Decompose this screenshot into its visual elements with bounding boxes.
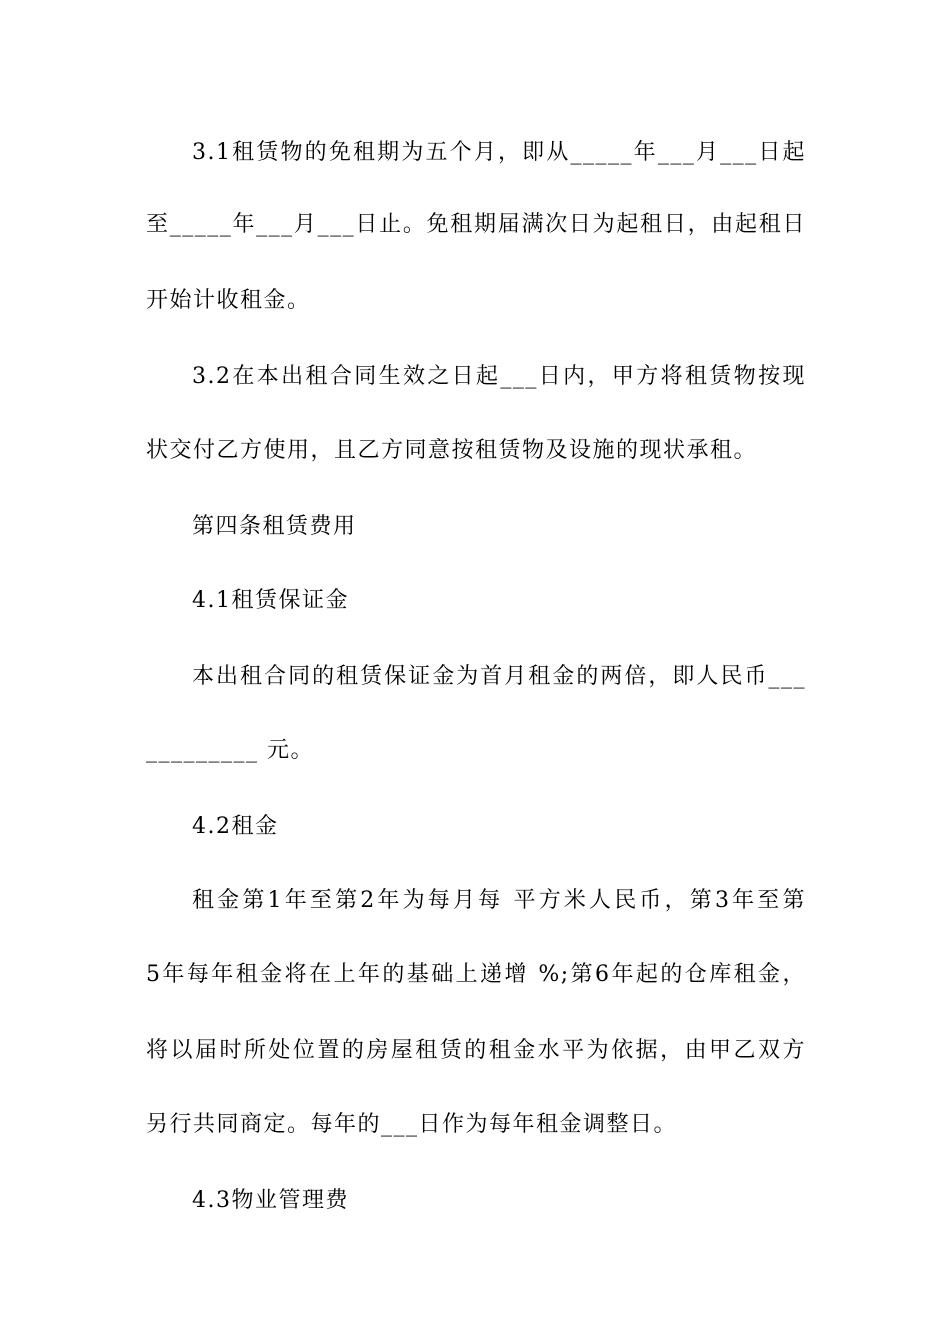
paragraph-3-2-line-2: 状交付乙方使用，且乙方同意按租赁物及设施的现状承租。 bbox=[146, 438, 758, 463]
subsection-4-1-heading: 4.1租赁保证金 bbox=[192, 588, 349, 613]
paragraph-4-2-line-2: 5年每年租金将在上年的基础上递增 %;第6年起的仓库租金， bbox=[146, 962, 806, 987]
paragraph-4-2-line-3: 将以届时所处位置的房屋租赁的租金水平为依据，由甲乙双方 bbox=[146, 1038, 806, 1063]
subsection-4-3-heading: 4.3物业管理费 bbox=[192, 1188, 349, 1213]
paragraph-4-1-line-1: 本出租合同的租赁保证金为首月租金的两倍，即人民币___ bbox=[192, 664, 806, 689]
paragraph-3-1-line-2: 至_____年___月___日止。免租期届满次日为起租日，由起租日 bbox=[146, 212, 806, 237]
paragraph-4-2-line-4: 另行共同商定。每年的___日作为每年租金调整日。 bbox=[146, 1112, 678, 1137]
subsection-4-2-heading: 4.2租金 bbox=[192, 814, 279, 839]
paragraph-3-1-line-3: 开始计收租金。 bbox=[146, 288, 311, 313]
paragraph-3-1-line-1: 3.1租赁物的免租期为五个月，即从_____年___月___日起 bbox=[192, 140, 806, 165]
section-4-heading: 第四条租赁费用 bbox=[192, 514, 357, 539]
paragraph-4-2-line-1: 租金第1年至第2年为每月每 平方米人民币，第3年至第 bbox=[192, 888, 806, 913]
paragraph-3-2-line-1: 3.2在本出租合同生效之日起___日内，甲方将租赁物按现 bbox=[192, 364, 806, 389]
paragraph-4-1-line-2: _________ 元。 bbox=[146, 738, 314, 763]
